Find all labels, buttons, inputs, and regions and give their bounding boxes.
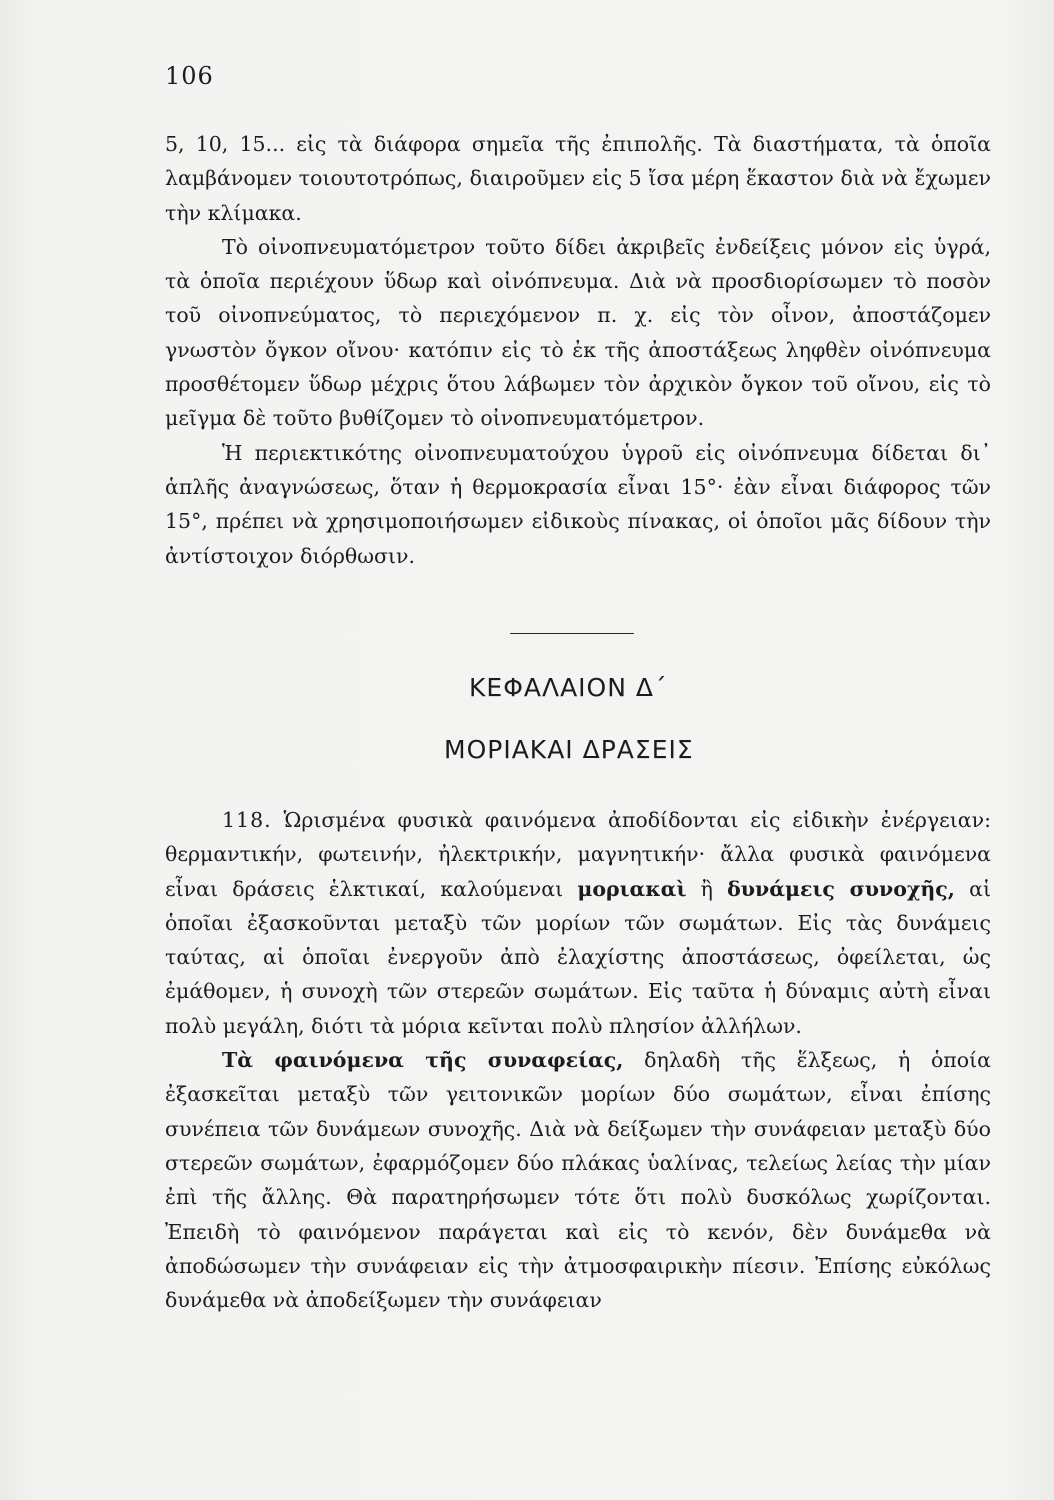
- page-number: 106: [165, 62, 214, 90]
- paragraph-text: δηλαδὴ τῆς ἕλξεως, ἡ ὁποία ἐξασκεῖται μεταξὺ τῶν γειτονικῶν μορίων δύο σωμάτων, εἶναι ἐπίσης συνέπεια τῶν δυνάμεων συνοχῆς. Διὰ νὰ δείξωμεν τὴν συνάφειαν μεταξὺ δύο στερεῶν σωμάτων, ἐφαρμόζομεν δύο πλάκας ὑαλίνας, τελείως λείας τὴν μίαν ἐπὶ τῆς ἄλλης. Θὰ παρατηρήσωμεν τότε ὅτι πολὺ δυσκόλως χωρίζονται. Ἐπειδὴ τὸ φαινόμενον παράγεται καὶ εἰς τὸ κενόν, δὲν δυνάμεθα νὰ ἀποδώσωμεν τὴν συνάφειαν εἰς τὴν ἀτμοσφαιρικὴν πίεσιν. Ἐπίσης εὐκόλως δυνάμεθα νὰ ἀποδείξωμεν τὴν συνάφειαν: [165, 1048, 992, 1313]
- chapter-title: ΜΟΡΙΑΚΑΙ ΔΡΑΣΕΙΣ: [444, 735, 694, 764]
- section-divider: [510, 633, 634, 634]
- text-section-bottom: [165, 803, 991, 1317]
- term-molecular: μοριακαὶ: [577, 876, 687, 901]
- paragraph-text: Ὡρισμένα φυσικὰ φαινόμενα ἀποδίδονται εἰς εἰδικὴν ἐνέργειαν: θερμαντικήν, φωτεινήν, ἠλεκτρικήν, μαγνητικήν· ἄλλα φυσικὰ φαινόμενα εἶναι δράσεις ἑλκτικαί, καλούμεναι: [165, 808, 991, 901]
- text-section-top: [165, 127, 991, 573]
- paragraph-number: 118.: [222, 808, 272, 832]
- paragraph-continuation: 5, 10, 15... εἰς τὰ διάφορα σημεῖα τῆς ἐπιπολῆς. Τὰ διαστήματα, τὰ ὁποῖα λαμβάνομεν τοιουτοτρόπως, διαιροῦμεν εἰς 5 ἴσα μέρη ἕκαστον διὰ νὰ ἔχωμεν τὴν κλίμακα.: [165, 132, 991, 225]
- paragraph-text: αἱ ὁποῖαι ἐξασκοῦνται μεταξὺ τῶν μορίων τῶν σωμάτων. Εἰς τὰς δυνάμεις ταύτας, αἱ ὁποῖαι ἐνεργοῦν ἀπὸ ἐλαχίστης ἀποστάσεως, ὀφείλεται, ὡς ἐμάθομεν, ἡ συνοχὴ τῶν στερεῶν σωμάτων. Εἰς ταῦτα ἡ δύναμις αὐτὴ εἶναι πολὺ μεγάλη, διότι τὰ μόρια κεῖνται πολὺ πλησίον ἀλλήλων.: [165, 876, 991, 1038]
- paragraph-alcohol-content: Ἡ περιεκτικότης οἰνοπνευματούχου ὑγροῦ εἰς οἰνόπνευμα δίδεται δι᾿ ἁπλῆς ἀναγνώσεως, ὅταν ἡ θερμοκρασία εἶναι 15°· ἐὰν εἶναι διάφορος τῶν 15°, πρέπει νὰ χρησιμοποιήσωμεν εἰδικοὺς πίνακας, οἱ ὁποῖοι μᾶς δίδουν τὴν ἀντίστοιχον διόρθωσιν.: [165, 440, 991, 568]
- paragraph-118: [165, 803, 991, 1043]
- chapter-number: ΚΕΦΑΛΑΙΟΝ Δ΄: [469, 673, 668, 702]
- paragraph-adhesion: [165, 1043, 991, 1317]
- paragraph-alcoholmeter: Τὸ οἰνοπνευματόμετρον τοῦτο δίδει ἀκριβεῖς ἐνδείξεις μόνον εἰς ὑγρά, τὰ ὁποῖα περιέχουν ὕδωρ καὶ οἰνόπνευμα. Διὰ νὰ προσδιορίσωμεν τὸ ποσὸν τοῦ οἰνοπνεύματος, τὸ περιεχόμενον π. χ. εἰς τὸν οἶνον, ἀποστάζομεν γνωστὸν ὄγκον οἴνου· κατόπιν εἰς τὸ ἐκ τῆς ἀποστάξεως ληφθὲν οἰνόπνευμα προσθέτομεν ὕδωρ μέχρις ὅτου λάβωμεν τὸν ἀρχικὸν ὄγκον τοῦ οἴνου, εἰς τὸ μεῖγμα δὲ τοῦτο βυθίζομεν τὸ οἰνοπνευματόμετρον.: [165, 234, 991, 431]
- term-cohesion-forces: δυνάμεις συνοχῆς,: [727, 876, 955, 901]
- term-adhesion: Τὰ φαινόμενα τῆς συναφείας,: [222, 1048, 624, 1073]
- paragraph-text: ἢ: [686, 876, 728, 901]
